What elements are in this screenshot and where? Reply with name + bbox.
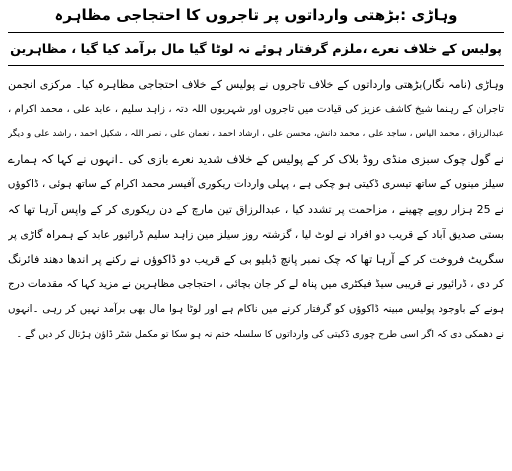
headline: وہاڑی :بڑھتی وارداتوں پر تاجروں کا احتجاجی مظاہرہ: [54, 6, 458, 24]
article-body: [8, 72, 504, 347]
article-line: نے 25 ہزار روپے چھینے ، مزاحمت پر تشدد کیا ، عبدالرزاق تین مارچ کے دن ریکوری کر کے واپس آرہا تھا کہ: [8, 203, 504, 216]
headline-divider: [8, 32, 504, 33]
article-line: تاجران کے رہنما شیخ کاشف عزیز کی قیادت میں تاجروں اور شہریوں اللہ دتہ ، زاہد سلیم ، عابد علی ، محمد اکرام ،: [8, 104, 504, 115]
article-line: سیلز مینوں کے ساتھ تیسری ڈکیتی ہو چکی ہے ، پہلی واردات ریکوری آفیسر محمد اکرام کے ساتھ ہوئی ، ڈاکوؤں: [8, 178, 504, 190]
article-line: نے دھمکی دی کہ اگر اسی طرح چوری ڈکیتی کی وارداتوں کا سلسلہ ختم نہ ہو سکا تو مکمل شٹر ڈاؤن ہڑتال کر دیں گے ۔: [16, 329, 504, 340]
article-line: نے گول چوک سبزی منڈی روڈ بلاک کر کے پولیس کے خلاف شدید نعرے بازی کی ۔انہوں نے کہا کہ ہمارے: [8, 152, 504, 166]
article-line: عبدالرزاق ، محمد الیاس ، ساجد علی ، محمد دانش، محسن علی ، ارشاد احمد ، نعمان علی ، نصر اللہ ، شکیل احمد ، راشد علی و دیگر: [8, 129, 504, 139]
article-line: سگریٹ فروخت کر کے آرہا تھا کہ چک نمبر پانچ ڈبلیو بی کے قریب دو ڈاکوؤں نے رکنے پر اندھا دھند فائرنگ: [8, 253, 504, 266]
subheadline-divider: [8, 65, 504, 66]
subheadline: پولیس کے خلاف نعرے ،ملزم گرفتار ہوئے نہ لوٹا گیا مال برآمد کیا گیا ، مظاہرین: [10, 42, 502, 57]
article-line: بستی صدیق آباد کے قریب دو افراد نے لوٹ لیا ، گزشتہ روز سیلز مین زاہد سلیم ڈرائیور عابد کے ہمراہ گاڑی پر: [8, 228, 504, 241]
article-line: وہاڑی (نامہ نگار)بڑھتی وارداتوں کے خلاف تاجروں نے پولیس کے خلاف احتجاجی مظاہرہ کیا۔ مرکزی انجمن: [8, 78, 504, 91]
article-line: کر دی ، ڈرائیور نے قریبی سیڈ فیکٹری میں پناہ لے کر جان بچائی ، احتجاجی مظاہرین نے مزید کہا کہ مقدمات درج: [8, 278, 504, 290]
article-line: ہونے کے باوجود پولیس مبینہ ڈاکوؤں کو گرفتار کرنے میں ناکام ہے اور لوٹا ہوا مال بھی برآمد نہیں کر رہی ۔انہوں: [8, 303, 504, 315]
